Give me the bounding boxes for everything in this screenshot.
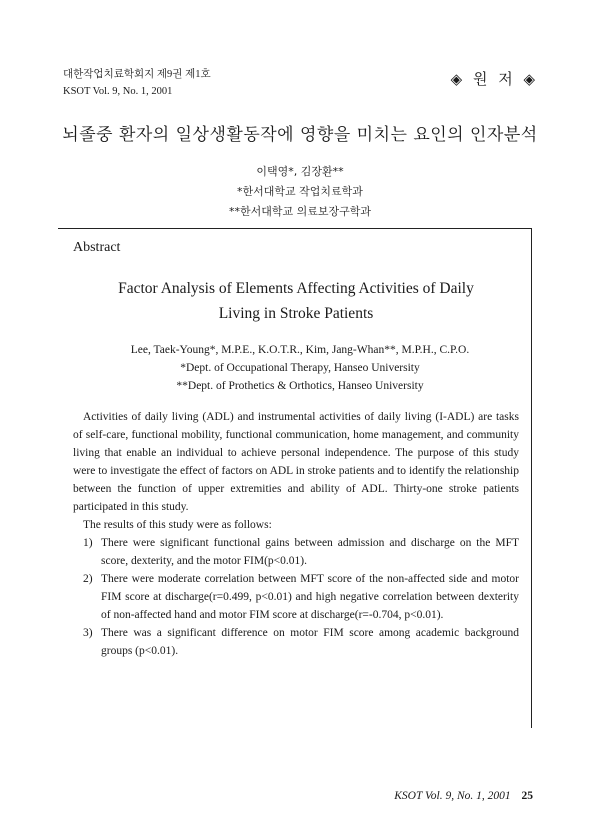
affiliation-1-ko: *한서대학교 작업치료학과: [237, 185, 363, 198]
abstract-body: [73, 408, 519, 660]
affiliation-2-en: **Dept. of Prothetics & Orthotics, Hanseo University: [176, 380, 424, 392]
footer-journal: KSOT Vol. 9, No. 1, 2001: [394, 790, 511, 802]
result-text: There was a significant difference on motor FIM score among academic background groups (p<0.01).: [101, 627, 519, 657]
title-korean: 뇌졸중 환자의 일상생활동작에 영향을 미치는 요인의 인자분석: [62, 125, 538, 145]
result-text: There were significant functional gains between admission and discharge on the MFT score, dexterity, and the motor FIM(p<0.01).: [101, 537, 519, 567]
results-list: [73, 534, 519, 660]
abstract-heading: Abstract: [73, 240, 121, 255]
affiliation-2-ko: **한서대학교 의료보장구학과: [228, 205, 371, 218]
title-english: Factor Analysis of Elements Affecting Activities of Daily Living in Stroke Patients: [118, 280, 474, 322]
journal-info: [63, 66, 211, 100]
results-intro: The results of this study were as follows:: [83, 519, 272, 531]
author-names-en: Lee, Taek-Young*, M.P.E., K.O.T.R., Kim, Jang-Whan**, M.P.H., C.P.O.: [130, 344, 470, 356]
result-item: [73, 624, 519, 660]
affiliation-1-en: *Dept. of Occupational Therapy, Hanseo University: [180, 362, 420, 374]
authors-english: [0, 341, 600, 395]
result-number: 1): [83, 537, 93, 549]
journal-name-en: KSOT Vol. 9, No. 1, 2001: [63, 86, 173, 97]
authors-korean: [0, 162, 600, 222]
result-item: [73, 534, 519, 570]
result-text: There were moderate correlation between MFT score of the non-affected side and motor FIM score at discharge(r=0.499, p<0.01) and high negative correlation between dexterity of non-affected hand and motor FIM score at discharge(r=-0.704, p<0.01).: [101, 573, 519, 621]
page-footer: [394, 790, 533, 802]
article-category: ◈ 원 저 ◈: [450, 70, 538, 88]
page-number: 25: [521, 790, 533, 802]
result-number: 2): [83, 573, 93, 585]
abstract-paragraph: Activities of daily living (ADL) and instrumental activities of daily living (I-ADL) are tasks of self-care, functional mobility, functional communication, home management, and community living that enable an individual to achieve personal independence. The purpose of this study were to investigate the effect of factors on ADL in stroke patients and to identify the relationship between the function of upper extremities and ability of ADL. Thirty-one stroke patients participated in this study.: [73, 411, 519, 513]
author-names-ko: 이택영*, 김장환**: [256, 165, 344, 178]
result-item: [73, 570, 519, 624]
journal-name-ko: 대한작업치료학회지 제9권 제1호: [63, 69, 211, 80]
result-number: 3): [83, 627, 93, 639]
